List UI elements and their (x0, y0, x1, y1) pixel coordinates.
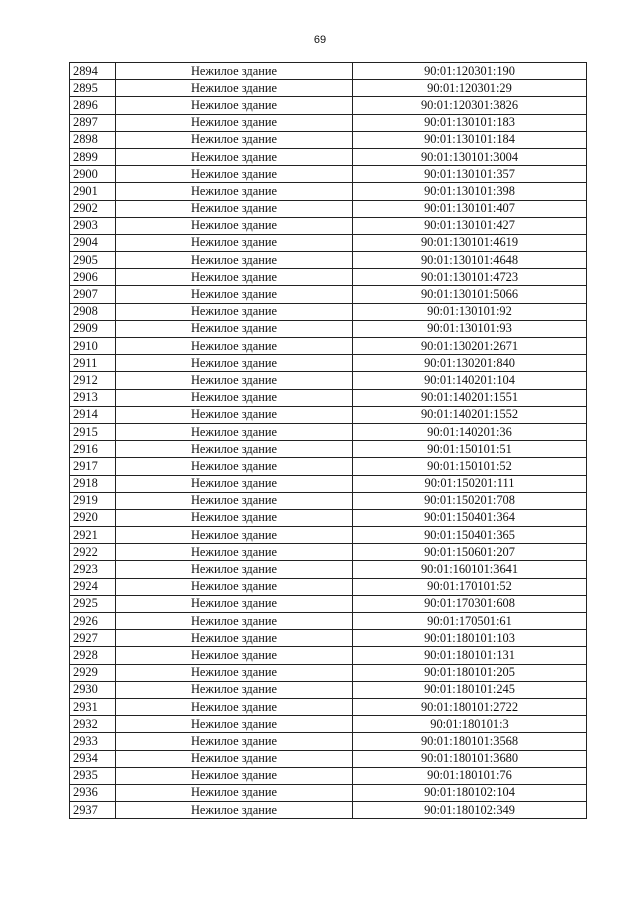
object-type: Нежилое здание (116, 166, 353, 183)
object-type: Нежилое здание (116, 784, 353, 801)
object-type: Нежилое здание (116, 269, 353, 286)
table-row (70, 802, 587, 819)
table-row (70, 698, 587, 715)
object-type: Нежилое здание (116, 423, 353, 440)
object-type: Нежилое здание (116, 63, 353, 80)
table-row (70, 509, 587, 526)
row-number: 2895 (70, 80, 116, 97)
table-row (70, 338, 587, 355)
object-type: Нежилое здание (116, 561, 353, 578)
cadastral-number: 90:01:140201:1552 (353, 406, 587, 423)
table-row (70, 286, 587, 303)
table-row (70, 389, 587, 406)
cadastral-number: 90:01:130101:5066 (353, 286, 587, 303)
cadastral-number: 90:01:130201:840 (353, 355, 587, 372)
table-row (70, 114, 587, 131)
cadastral-number: 90:01:170501:61 (353, 613, 587, 630)
object-type: Нежилое здание (116, 492, 353, 509)
object-type: Нежилое здание (116, 338, 353, 355)
object-type: Нежилое здание (116, 544, 353, 561)
object-type: Нежилое здание (116, 355, 353, 372)
object-type: Нежилое здание (116, 97, 353, 114)
object-type: Нежилое здание (116, 613, 353, 630)
object-type: Нежилое здание (116, 733, 353, 750)
object-type: Нежилое здание (116, 681, 353, 698)
cadastral-number: 90:01:120301:29 (353, 80, 587, 97)
cadastral-number: 90:01:150601:207 (353, 544, 587, 561)
table-row (70, 613, 587, 630)
cadastral-number: 90:01:180101:3568 (353, 733, 587, 750)
object-type: Нежилое здание (116, 458, 353, 475)
table-row (70, 527, 587, 544)
table-row (70, 767, 587, 784)
table-row (70, 647, 587, 664)
cadastral-number: 90:01:180101:205 (353, 664, 587, 681)
table-row (70, 716, 587, 733)
cadastral-number: 90:01:180101:3680 (353, 750, 587, 767)
table-row (70, 441, 587, 458)
object-type: Нежилое здание (116, 441, 353, 458)
row-number: 2906 (70, 269, 116, 286)
cadastral-number: 90:01:180101:2722 (353, 698, 587, 715)
table-row (70, 561, 587, 578)
cadastral-number: 90:01:130101:4648 (353, 252, 587, 269)
object-type: Нежилое здание (116, 802, 353, 819)
row-number: 2928 (70, 647, 116, 664)
table-row (70, 320, 587, 337)
table-row (70, 166, 587, 183)
cadastral-number: 90:01:150101:52 (353, 458, 587, 475)
cadastral-number: 90:01:150201:111 (353, 475, 587, 492)
row-number: 2898 (70, 131, 116, 148)
table-row (70, 234, 587, 251)
row-number: 2937 (70, 802, 116, 819)
object-type: Нежилое здание (116, 148, 353, 165)
row-number: 2921 (70, 527, 116, 544)
table-row (70, 475, 587, 492)
table-row (70, 578, 587, 595)
cadastral-number: 90:01:120301:3826 (353, 97, 587, 114)
object-type: Нежилое здание (116, 114, 353, 131)
object-type: Нежилое здание (116, 234, 353, 251)
table-row (70, 423, 587, 440)
row-number: 2915 (70, 423, 116, 440)
row-number: 2911 (70, 355, 116, 372)
row-number: 2912 (70, 372, 116, 389)
table-row (70, 595, 587, 612)
object-type: Нежилое здание (116, 80, 353, 97)
object-type: Нежилое здание (116, 286, 353, 303)
cadastral-number: 90:01:130201:2671 (353, 338, 587, 355)
row-number: 2910 (70, 338, 116, 355)
row-number: 2913 (70, 389, 116, 406)
object-type: Нежилое здание (116, 320, 353, 337)
page-number: 69 (313, 34, 327, 46)
object-type: Нежилое здание (116, 767, 353, 784)
row-number: 2916 (70, 441, 116, 458)
object-type: Нежилое здание (116, 509, 353, 526)
cadastral-number: 90:01:150101:51 (353, 441, 587, 458)
object-type: Нежилое здание (116, 389, 353, 406)
cadastral-number: 90:01:150401:364 (353, 509, 587, 526)
cadastral-number: 90:01:180101:3 (353, 716, 587, 733)
row-number: 2931 (70, 698, 116, 715)
table-row (70, 303, 587, 320)
cadastral-number: 90:01:150201:708 (353, 492, 587, 509)
object-type: Нежилое здание (116, 527, 353, 544)
table-row (70, 458, 587, 475)
row-number: 2909 (70, 320, 116, 337)
table-row (70, 630, 587, 647)
row-number: 2897 (70, 114, 116, 131)
cadastral-number: 90:01:160101:3641 (353, 561, 587, 578)
row-number: 2896 (70, 97, 116, 114)
table-row (70, 372, 587, 389)
table-row (70, 406, 587, 423)
table-row (70, 131, 587, 148)
row-number: 2907 (70, 286, 116, 303)
object-type: Нежилое здание (116, 647, 353, 664)
object-type: Нежилое здание (116, 716, 353, 733)
cadastral-number: 90:01:180102:104 (353, 784, 587, 801)
cadastral-number: 90:01:140201:1551 (353, 389, 587, 406)
cadastral-number: 90:01:140201:36 (353, 423, 587, 440)
table-row (70, 97, 587, 114)
row-number: 2926 (70, 613, 116, 630)
cadastral-number: 90:01:130101:184 (353, 131, 587, 148)
cadastral-number: 90:01:130101:357 (353, 166, 587, 183)
row-number: 2922 (70, 544, 116, 561)
cadastral-number: 90:01:170101:52 (353, 578, 587, 595)
row-number: 2903 (70, 217, 116, 234)
row-number: 2929 (70, 664, 116, 681)
object-type: Нежилое здание (116, 595, 353, 612)
row-number: 2932 (70, 716, 116, 733)
object-type: Нежилое здание (116, 578, 353, 595)
object-type: Нежилое здание (116, 750, 353, 767)
row-number: 2930 (70, 681, 116, 698)
cadastral-number: 90:01:130101:4723 (353, 269, 587, 286)
cadastral-number: 90:01:170301:608 (353, 595, 587, 612)
cadastral-number: 90:01:180102:349 (353, 802, 587, 819)
table-row (70, 217, 587, 234)
object-type: Нежилое здание (116, 475, 353, 492)
object-type: Нежилое здание (116, 252, 353, 269)
table-body (70, 63, 587, 819)
cadastral-number: 90:01:180101:131 (353, 647, 587, 664)
table-row (70, 784, 587, 801)
cadastral-number: 90:01:180101:103 (353, 630, 587, 647)
object-type: Нежилое здание (116, 372, 353, 389)
object-type: Нежилое здание (116, 217, 353, 234)
table-row (70, 355, 587, 372)
row-number: 2919 (70, 492, 116, 509)
cadastral-number: 90:01:130101:427 (353, 217, 587, 234)
table-row (70, 183, 587, 200)
table-row (70, 544, 587, 561)
table-row (70, 148, 587, 165)
table-row (70, 681, 587, 698)
cadastral-number: 90:01:150401:365 (353, 527, 587, 544)
table-row (70, 733, 587, 750)
cadastral-number: 90:01:130101:398 (353, 183, 587, 200)
cadastral-number: 90:01:130101:3004 (353, 148, 587, 165)
row-number: 2927 (70, 630, 116, 647)
table-row (70, 269, 587, 286)
cadastral-number: 90:01:130101:92 (353, 303, 587, 320)
row-number: 2900 (70, 166, 116, 183)
table-row (70, 63, 587, 80)
row-number: 2924 (70, 578, 116, 595)
row-number: 2935 (70, 767, 116, 784)
row-number: 2936 (70, 784, 116, 801)
row-number: 2934 (70, 750, 116, 767)
table-row (70, 492, 587, 509)
object-type: Нежилое здание (116, 200, 353, 217)
cadastral-number: 90:01:180101:245 (353, 681, 587, 698)
object-type: Нежилое здание (116, 183, 353, 200)
table-row (70, 252, 587, 269)
cadastral-number: 90:01:130101:183 (353, 114, 587, 131)
table-row (70, 664, 587, 681)
row-number: 2904 (70, 234, 116, 251)
object-type: Нежилое здание (116, 406, 353, 423)
row-number: 2923 (70, 561, 116, 578)
object-type: Нежилое здание (116, 664, 353, 681)
row-number: 2894 (70, 63, 116, 80)
row-number: 2899 (70, 148, 116, 165)
cadastral-number: 90:01:140201:104 (353, 372, 587, 389)
row-number: 2902 (70, 200, 116, 217)
row-number: 2918 (70, 475, 116, 492)
cadastral-number: 90:01:120301:190 (353, 63, 587, 80)
table-row (70, 750, 587, 767)
row-number: 2908 (70, 303, 116, 320)
cadastral-number: 90:01:180101:76 (353, 767, 587, 784)
table-row (70, 200, 587, 217)
object-type: Нежилое здание (116, 131, 353, 148)
row-number: 2925 (70, 595, 116, 612)
row-number: 2905 (70, 252, 116, 269)
row-number: 2914 (70, 406, 116, 423)
row-number: 2917 (70, 458, 116, 475)
row-number: 2933 (70, 733, 116, 750)
cadastral-number: 90:01:130101:4619 (353, 234, 587, 251)
cadastral-number: 90:01:130101:93 (353, 320, 587, 337)
object-type: Нежилое здание (116, 303, 353, 320)
cadastral-number: 90:01:130101:407 (353, 200, 587, 217)
property-table (69, 62, 587, 819)
table-row (70, 80, 587, 97)
row-number: 2901 (70, 183, 116, 200)
object-type: Нежилое здание (116, 698, 353, 715)
row-number: 2920 (70, 509, 116, 526)
object-type: Нежилое здание (116, 630, 353, 647)
